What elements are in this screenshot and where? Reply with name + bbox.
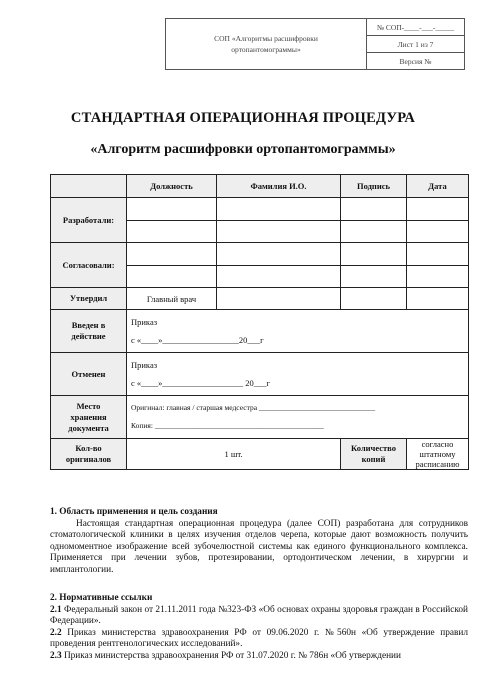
table-corner: [51, 175, 127, 198]
header-version: Версия №: [399, 56, 432, 66]
document-title: СТАНДАРТНАЯ ОПЕРАЦИОННАЯ ПРОЦЕДУРА: [70, 110, 416, 126]
storage-copy-line: Копия: _____________________________________________: [131, 421, 324, 430]
row-label-originals: [51, 439, 127, 470]
approved-date-cell: [407, 288, 469, 310]
header-doc-name: [166, 19, 367, 69]
row-label-storage-l1: Место: [76, 400, 101, 411]
section-2: [50, 593, 468, 662]
cancelled-order-label: Приказ: [131, 360, 158, 370]
copies-value: [407, 439, 469, 470]
section-2-heading: 2. Нормативные ссылки: [50, 593, 153, 603]
table-row-introduced: [51, 310, 469, 353]
copies-value-l1: согласно штатному: [419, 439, 456, 459]
row-label-cancelled: Отменен: [51, 353, 127, 396]
col-date: Дата: [407, 175, 469, 198]
header-doc-name-line1: СОП «Алгоритмы расшифровки: [214, 34, 318, 43]
col-name: Фамилия И.О.: [217, 175, 341, 198]
developed-signature-cell: [341, 198, 407, 243]
agreed-signature-cell: [341, 243, 407, 288]
header-sheet: Лист 1 из 7: [367, 36, 464, 53]
header-doc-name-line2: ортопантомограммы»: [231, 45, 301, 54]
header-meta: [367, 19, 464, 69]
section-2-item: [50, 651, 468, 663]
row-label-agreed: Согласовали:: [51, 243, 127, 288]
header-sop-number: № СОП-____-___-_____: [367, 19, 464, 36]
table-row-cancelled: [51, 353, 469, 396]
document-subtitle: «Алгоритм расшифровки ортопантомограммы»: [90, 142, 396, 157]
cancelled-order-line: с «____»___________________ 20___г: [131, 378, 271, 388]
section-1-heading: 1. Область применения и цель создания: [50, 507, 218, 517]
table-row-approved: [51, 288, 469, 310]
section-2-item: [50, 605, 468, 628]
table-row-originals: [51, 439, 469, 470]
section-2-item-text: Приказ министерства здравоохранения РФ от 31.07.2020 г. № 786н «Об утверждении: [61, 650, 401, 661]
originals-value: 1 шт.: [127, 439, 341, 470]
table-header-row: [51, 175, 469, 198]
section-2-item-text: Приказ министерства здравоохранения РФ от 09.06.2020 г. №560н «Об утверждение правил проведения рентгенологических исследований».: [50, 627, 468, 649]
row-label-storage-l3: документа: [68, 422, 109, 433]
approved-position: Главный врач: [127, 288, 217, 310]
copies-label-l1: Количество: [351, 443, 396, 453]
section-2-item-num: 2.1: [50, 604, 62, 615]
row-label-introduced: [51, 310, 127, 353]
cancelled-order-cell: [127, 353, 469, 396]
copies-label: [341, 439, 407, 470]
storage-original-line: Оригинал: главная / старшая медсестра _______________________________: [131, 403, 376, 412]
row-label-storage: [51, 396, 127, 439]
row-label-introduced-l1: Введен в: [71, 320, 106, 330]
storage-cell: [127, 396, 469, 439]
section-2-item-num: 2.3: [50, 650, 62, 661]
col-signature: Подпись: [341, 175, 407, 198]
approved-signature-cell: [341, 288, 407, 310]
agreed-name-cell: [217, 243, 341, 288]
introduced-order-label: Приказ: [131, 317, 158, 327]
row-label-approved: Утвердил: [51, 288, 127, 310]
agreed-date-cell: [407, 243, 469, 288]
approval-table: [50, 174, 469, 470]
row-label-originals-l1: Кол-во: [75, 443, 102, 453]
row-label-introduced-l2: действие: [71, 331, 106, 341]
table-row-storage: [51, 396, 469, 439]
table-row-developed: [51, 198, 469, 243]
document-header: [165, 18, 465, 70]
copies-value-l2: расписанию: [415, 459, 460, 469]
section-2-item: [50, 628, 468, 651]
approved-name-cell: [217, 288, 341, 310]
developed-date-cell: [407, 198, 469, 243]
section-1-text: Настоящая стандартная операционная процедура (далее СОП) разработана для сотрудников стоматологической клиники в целях изучения отделов черепа, которые дают возможность получить одномоментное изображение всей зубочелюстной системы как единого функционального комплекса. Применяется при лечении зубов, протезировании, ортодонтическом лечении, в хирургии и имплантологии.: [50, 518, 468, 575]
introduced-order-cell: [127, 310, 469, 353]
row-label-originals-l2: оригиналов: [65, 454, 112, 464]
developed-position-cell: [127, 198, 217, 243]
col-position: Должность: [127, 175, 217, 198]
agreed-position-cell: [127, 243, 217, 288]
developed-name-cell: [217, 198, 341, 243]
copies-label-l2: копий: [361, 454, 386, 464]
table-row-agreed: [51, 243, 469, 288]
row-label-developed: Разработали:: [51, 198, 127, 243]
section-1: [50, 507, 468, 576]
section-2-item-text: Федеральный закон от 21.11.2011 года №323-ФЗ «Об основах охраны здоровья граждан в Российской Федерации».: [50, 604, 468, 626]
section-2-item-num: 2.2: [50, 627, 62, 638]
row-label-storage-l2: хранения: [70, 411, 107, 422]
introduced-order-line: с «____»__________________20___г: [131, 335, 264, 345]
